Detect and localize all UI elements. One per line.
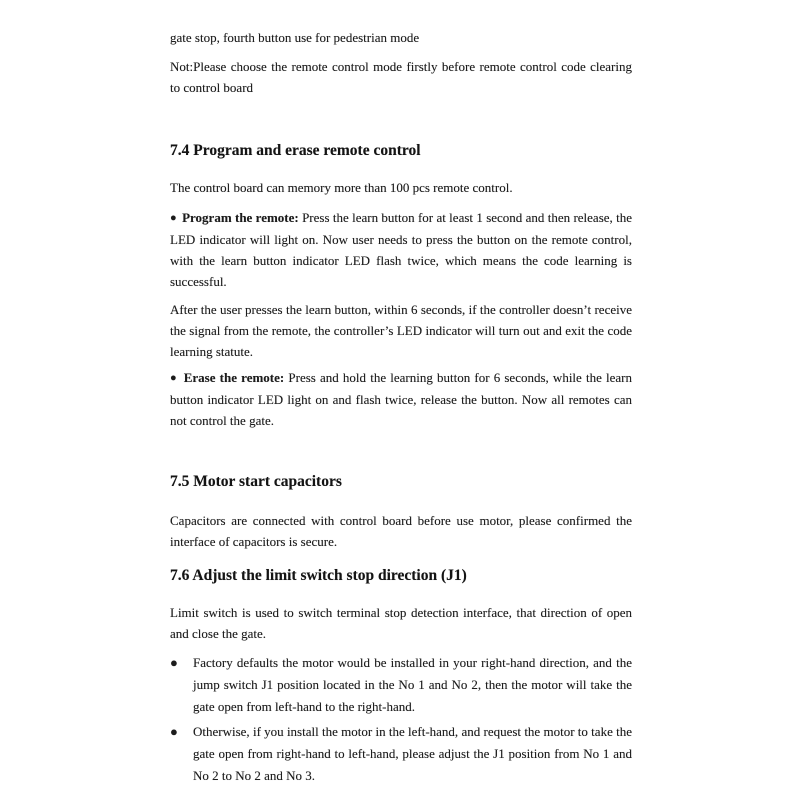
bullet-icon: ● [170,212,179,224]
heading-7-4: 7.4 Program and erase remote control [170,142,421,159]
program-remote-label: Program the remote: [182,210,299,225]
text-column [170,0,632,787]
paragraph-memory-capacity: The control board can memory more than 100 pcs remote control. [170,180,513,195]
bullet-icon: ● [170,372,180,384]
list-item-left-hand [170,721,632,787]
bullet-icon: ● [170,724,178,739]
program-remote-text: Press the learn button for at least 1 second and then release, the LED indicator will light on. Now user needs to press the button on the remote control, with the learn button indicator LED flash twice, which means the code learning is successful. [170,210,633,289]
erase-remote-text: Press and hold the learning button for 6 seconds, while the learn button indicator LED light on and flash twice, release the button. Now all remotes can not control the gate. [170,370,633,428]
paragraph-gate-stop: gate stop, fourth button use for pedestrian mode [170,30,420,45]
heading-7-5: 7.5 Motor start capacitors [170,473,342,490]
paragraph-learn-timeout: After the user presses the learn button, within 6 seconds, if the controller doesn’t receive the signal from the remote, the controller’s LED indicator will turn out and exit the code learning statute. [170,302,632,359]
paragraph-erase-remote [170,367,632,431]
bullet-icon: ● [170,655,178,670]
paragraph-note: Not:Please choose the remote control mode firstly before remote control code clearing to control board [170,59,632,95]
heading-7-6: 7.6 Adjust the limit switch stop direction (J1) [170,567,467,584]
list-item-text: Factory defaults the motor would be installed in your right-hand direction, and the jump switch J1 position located in the No 1 and No 2, then the motor will take the gate open from left-hand to the right-hand. [193,655,632,714]
list-item-text: Otherwise, if you install the motor in the left-hand, and request the motor to take the gate open from right-hand to left-hand, please adjust the J1 position from No 1 and No 2 to No 2 and No 3. [193,724,632,783]
paragraph-program-remote [170,207,632,292]
paragraph-capacitors: Capacitors are connected with control board before use motor, please confirmed the interface of capacitors is secure. [170,513,632,549]
paragraph-limit-switch: Limit switch is used to switch terminal stop detection interface, that direction of open and close the gate. [170,605,632,641]
erase-remote-label: Erase the remote: [183,370,285,385]
list-item-factory-default [170,652,632,718]
